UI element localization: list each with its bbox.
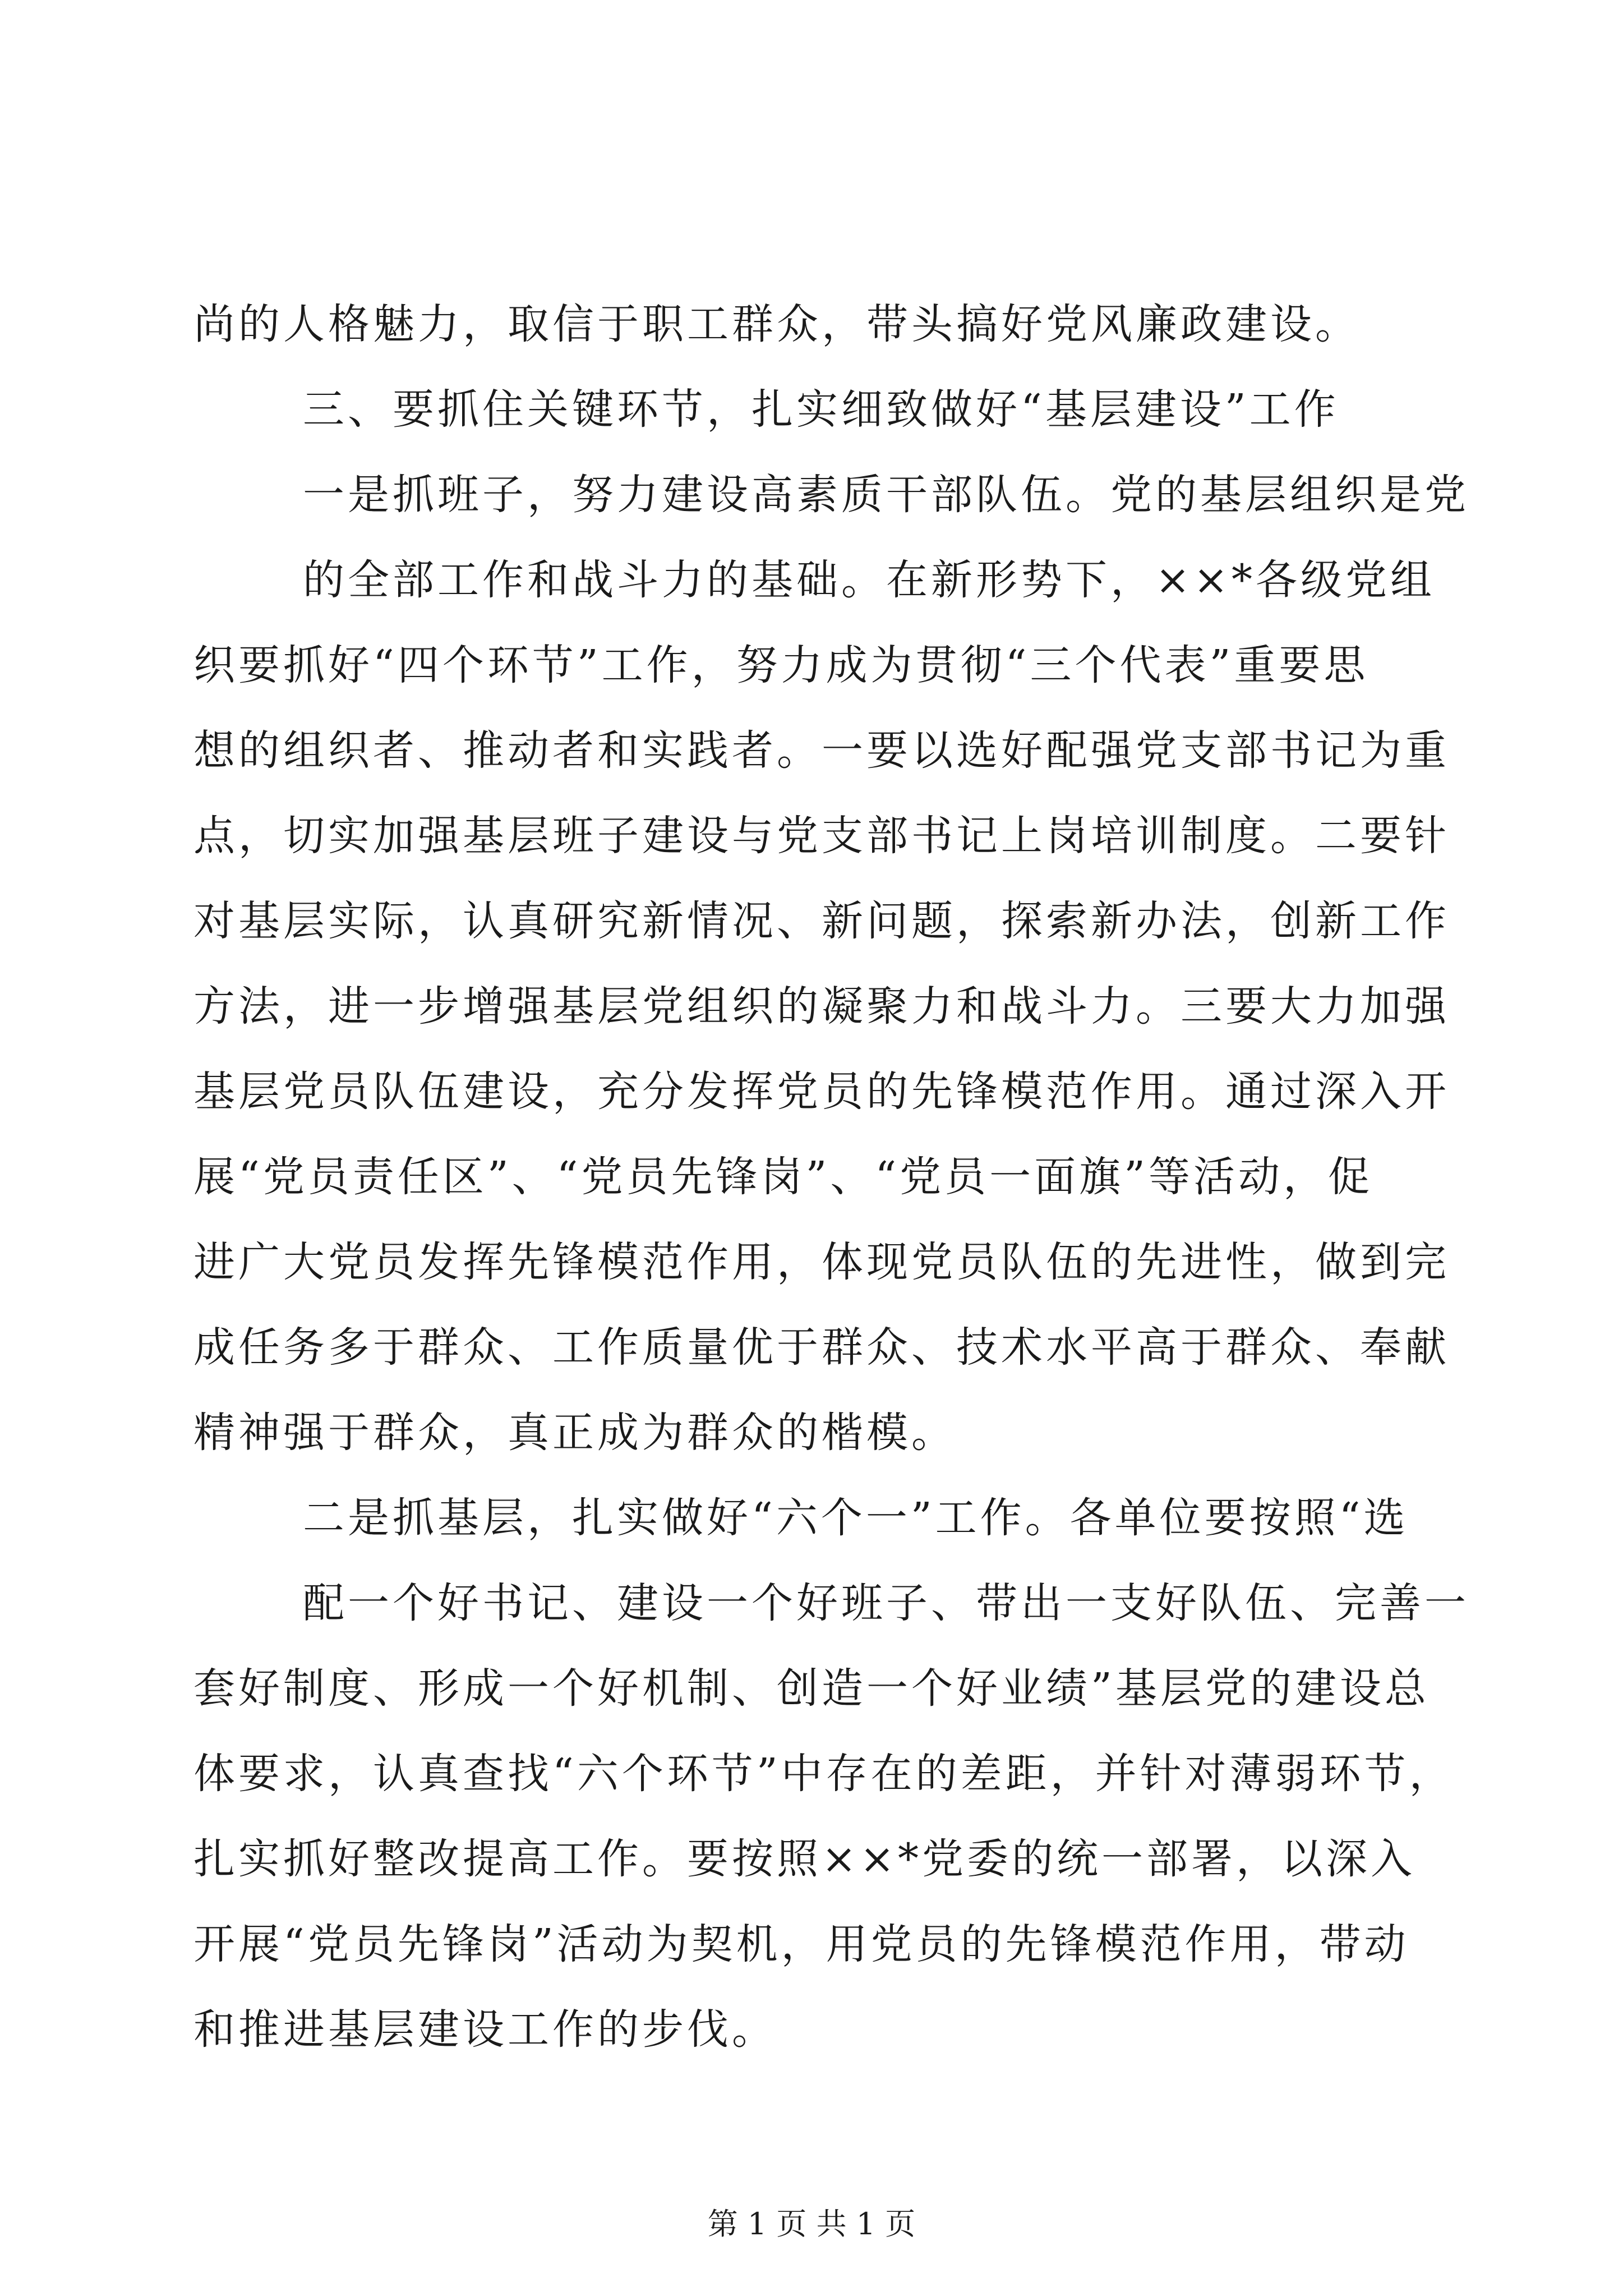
text-line-10: 基层党员队伍建设，充分发挥党员的先锋模范作用。通过深入开 (193, 1068, 1450, 1116)
text-line-12: 进广大党员发挥先锋模范作用，体现党员队伍的先进性，做到完 (193, 1238, 1450, 1286)
text-line-3: 一是抓班子，努力建设高素质干部队伍。党的基层组织是党 (303, 471, 1469, 519)
text-line-11: 展“党员责任区”、“党员先锋岗”、“党员一面旗”等活动，促 (193, 1153, 1373, 1201)
text-line-6: 想的组织者、推动者和实践者。一要以选好配强党支部书记为重 (193, 726, 1450, 775)
text-line-21: 和推进基层建设工作的步伐。 (193, 2005, 777, 2054)
text-line-7: 点，切实加强基层班子建设与党支部书记上岗培训制度。二要针 (193, 812, 1450, 860)
page-footer: 第 1 页 共 1 页 (707, 2206, 916, 2242)
text-line-5: 织要抓好“四个环节”工作，努力成为贯彻“三个代表”重要思 (193, 641, 1369, 689)
text-line-15: 二是抓基层，扎实做好“六个一”工作。各单位要按照“选 (303, 1494, 1409, 1542)
text-line-17: 套好制度、形成一个好机制、创造一个好业绩”基层党的建设总 (193, 1664, 1430, 1713)
text-line-9: 方法，进一步增强基层党组织的凝聚力和战斗力。三要大力加强 (193, 982, 1450, 1030)
text-line-1: 尚的人格魅力，取信于职工群众，带头搞好党风廉政建设。 (193, 300, 1360, 348)
text-line-16: 配一个好书记、建设一个好班子、带出一支好队伍、完善一 (303, 1579, 1469, 1627)
text-line-13: 成任务多于群众、工作质量优于群众、技术水平高于群众、奉献 (193, 1323, 1450, 1372)
text-line-20: 开展“党员先锋岗”活动为契机，用党员的先锋模范作用，带动 (193, 1920, 1409, 1968)
section-heading-3: 三、要抓住关键环节，扎实细致做好“基层建设”工作 (303, 385, 1339, 434)
text-line-4: 的全部工作和战斗力的基础。在新形势下，××*各级党组 (303, 556, 1436, 604)
text-line-19: 扎实抓好整改提高工作。要按照××*党委的统一部署，以深入 (193, 1835, 1416, 1883)
text-line-8: 对基层实际，认真研究新情况、新问题，探索新办法，创新工作 (193, 897, 1450, 945)
text-line-14: 精神强于群众，真正成为群众的楷模。 (193, 1409, 956, 1457)
text-line-18: 体要求，认真查找“六个环节”中存在的差距，并针对薄弱环节， (193, 1750, 1454, 1798)
